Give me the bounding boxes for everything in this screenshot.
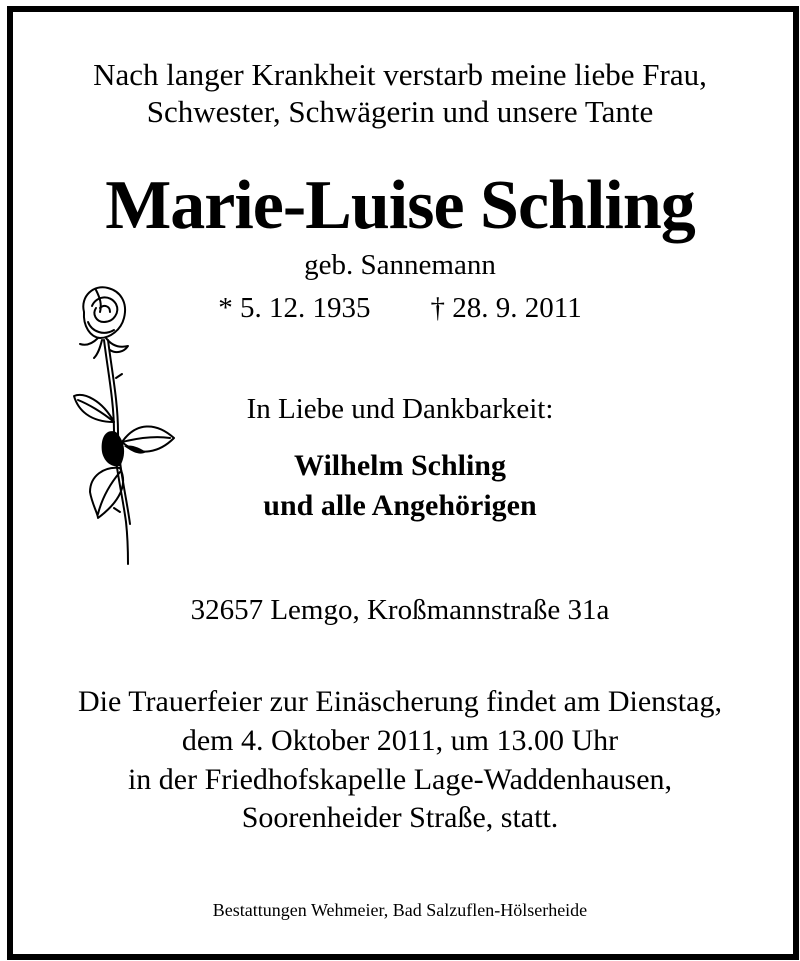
deceased-name: Marie-Luise Schling: [105, 167, 695, 244]
birth-date: * 5. 12. 1935: [218, 292, 371, 324]
service-line-3: in der Friedhofskapelle Lage-Waddenhausen,: [127, 763, 673, 796]
mourner-line-1: Wilhelm Schling: [294, 449, 506, 482]
birth-name: geb. Sannemann: [304, 249, 496, 281]
intro-line-1: Nach langer Krankheit verstarb meine liebe Frau,: [93, 57, 707, 92]
intro-line-2: Schwester, Schwägerin und unsere Tante: [146, 94, 654, 129]
service-line-2: dem 4. Oktober 2011, um 13.00 Uhr: [181, 724, 619, 757]
address: 32657 Lemgo, Kroßmannstraße 31a: [190, 594, 610, 626]
service-line-4: Soorenheider Straße, statt.: [241, 801, 559, 834]
mourner-line-2: und alle Angehörigen: [263, 489, 537, 522]
service-line-1: Die Trauerfeier zur Einäscherung findet am Dienstag,: [78, 685, 722, 718]
thanks-line: In Liebe und Dankbarkeit:: [246, 393, 554, 425]
undertaker: Bestattungen Wehmeier, Bad Salzuflen-Hölserheide: [212, 900, 588, 920]
death-date: † 28. 9. 2011: [430, 292, 582, 324]
